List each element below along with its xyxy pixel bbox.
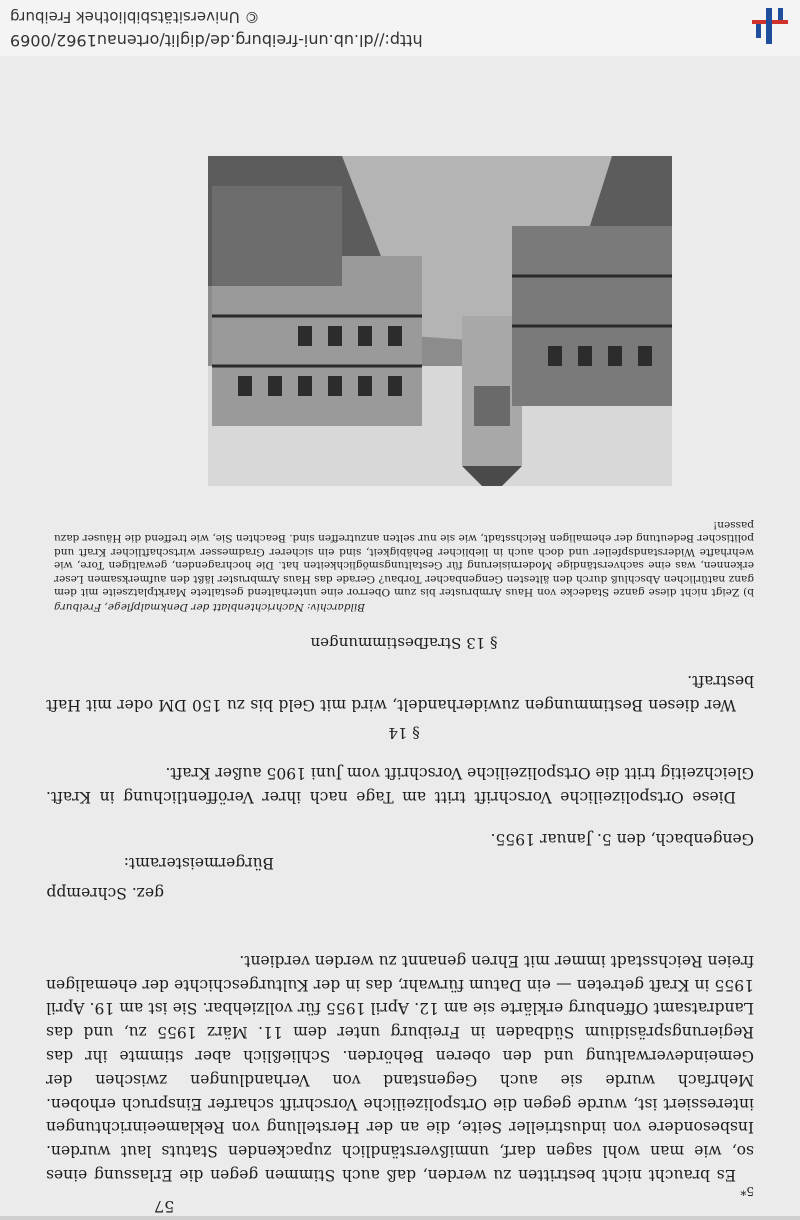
town-gate-photo bbox=[208, 156, 672, 486]
section14-text: Diese Ortspolizeiliche Vorschrift tritt am Tage nach ihrer Veröffentlichung in Kraft. Gleichzeitig tritt die Ortspolizeiliche Vorschrift vom Juni 1905 außer Kraft. bbox=[46, 764, 754, 806]
page-number: 57 bbox=[154, 1197, 175, 1216]
viewer-toolbar bbox=[0, 0, 800, 57]
signature-mark: 5* bbox=[740, 1184, 754, 1198]
copyright-text: © Universitätsbibliothek Freiburg bbox=[10, 8, 260, 26]
section14-heading: § 14 bbox=[388, 724, 420, 742]
figure-caption-lead: b) Zeigt nicht diese ganze Stadecke von Haus Armbruster bis zum Oberror eine unterhaltend gestaltete Marktplatzseite mit dem ganz natürlichen Abschluß durch den ältesten Gengenbacher Torbau? Gerade das Haus Armbruster läßt den aufmerksamen Leser erkennen, was eine sachverständige Modernisierung für Gestaltungsmöglichkeiten hat. Die hochragenden, gewaltigen Tore, wie wehrhafte Widerstandspfeiler und doch auch in lieblicher Behäbigkeit, sind ein sicherer Gradmesser wirtschaftlicher Kraft und politischer Bedeutung der ehemaligen Reichsstadt, wie sie nur selten anzutreffen sind. Beachten Sie, wie treffend die Häuser dazu passen! bbox=[54, 518, 754, 598]
section13-text: Wer diesen Bestimmungen zuwiderhandelt, wird mit Geld bis zu 150 DM oder mit Haft bestraft. bbox=[46, 672, 754, 714]
town-gate-photo-drawing bbox=[208, 156, 672, 486]
signature-name: gez. Schrempp bbox=[46, 884, 164, 902]
section13-heading: § 13 Strafbestimmungen bbox=[310, 634, 498, 652]
page-bottom-edge bbox=[0, 1216, 800, 1220]
scanned-page bbox=[0, 56, 800, 1216]
dateline: Gengenbach, den 5. Januar 1955. bbox=[490, 830, 754, 848]
figure-caption bbox=[54, 600, 754, 614]
ub-freiburg-logo-icon[interactable] bbox=[748, 6, 792, 46]
figure-caption-source: Bildarchiv: Nachrichtenblatt der Denkmalpflege, Freiburg bbox=[54, 601, 365, 613]
body-paragraph: Es braucht nicht bestritten zu werden, daß auch Stimmen gegen die Erlassung eines so, wie man wohl sagen darf, unmißverständlich zupackenden Statuts laut wurden. Insbesondere von industrieller Seite, die an der Herstellung von Reklameeinrichtungen interessiert ist, wurde gegen die Ortspolizeiliche Vorschrift scharfer Einspruch erhoben. Mehrfach wurde sie auch Gegenstand von Verhandlungen zwischen der Gemeindeverwaltung und den oberen Behörden. Schließlich aber stimmte ihr das Regierungspräsidium Südbaden in Freiburg unter dem 11. März 1955 zu, und das Landratsamt Offenburg erklärte sie am 12. April 1955 für vollziehbar. Sie ist am 19. April 1955 in Kraft getreten — ein Datum fürwahr, das in der Kulturgeschichte der ehemaligen freien Reichsstadt immer mit Ehren genannt zu werden verdient. bbox=[46, 951, 754, 1184]
document-url-link[interactable]: http://dl.ub.uni-freiburg.de/diglit/ortenau1962/0069 bbox=[10, 31, 423, 50]
signature-office: Bürgermeisteramt: bbox=[123, 854, 274, 872]
